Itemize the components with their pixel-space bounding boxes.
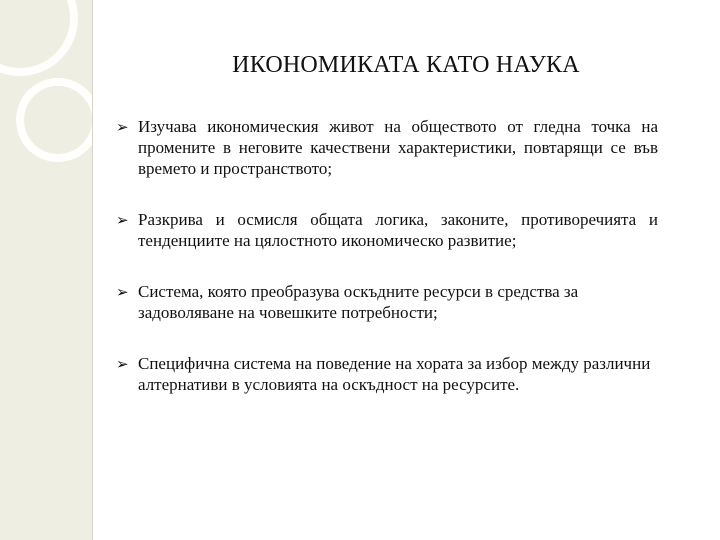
- decorative-rings: [0, 0, 92, 540]
- bullet-text: Специфична система на поведение на хората за избор между различни алтернативи в условията на оскъдност на ресурсите.: [138, 354, 651, 394]
- arrow-bullet-icon: ➢: [116, 118, 129, 136]
- arrow-bullet-icon: ➢: [116, 283, 129, 301]
- arrow-bullet-icon: ➢: [116, 355, 129, 373]
- bullet-text: Разкрива и осмисля общата логика, законите, противоречията и тенденциите на цялостното икономическо развитие;: [138, 210, 658, 250]
- decorative-ring-large: [0, 0, 74, 72]
- slide-title: ИКОНОМИКАТА КАТО НАУКА: [232, 52, 580, 78]
- bullet-item: [116, 353, 658, 395]
- decorative-ring-small: [20, 82, 92, 158]
- decorative-side-band: [0, 0, 92, 540]
- side-divider: [92, 0, 93, 540]
- bullet-item: [116, 281, 618, 323]
- bullet-list: [116, 116, 658, 425]
- bullet-item: [116, 116, 658, 179]
- arrow-bullet-icon: ➢: [116, 211, 129, 229]
- bullet-text: Изучава икономическия живот на обществото от гледна точка на промените в неговите качествени характеристики, повтарящи се във времето и пространството;: [138, 117, 658, 178]
- bullet-item: [116, 209, 658, 251]
- bullet-text: Система, която преобразува оскъдните ресурси в средства за задоволяване на човешките потребности;: [138, 282, 579, 322]
